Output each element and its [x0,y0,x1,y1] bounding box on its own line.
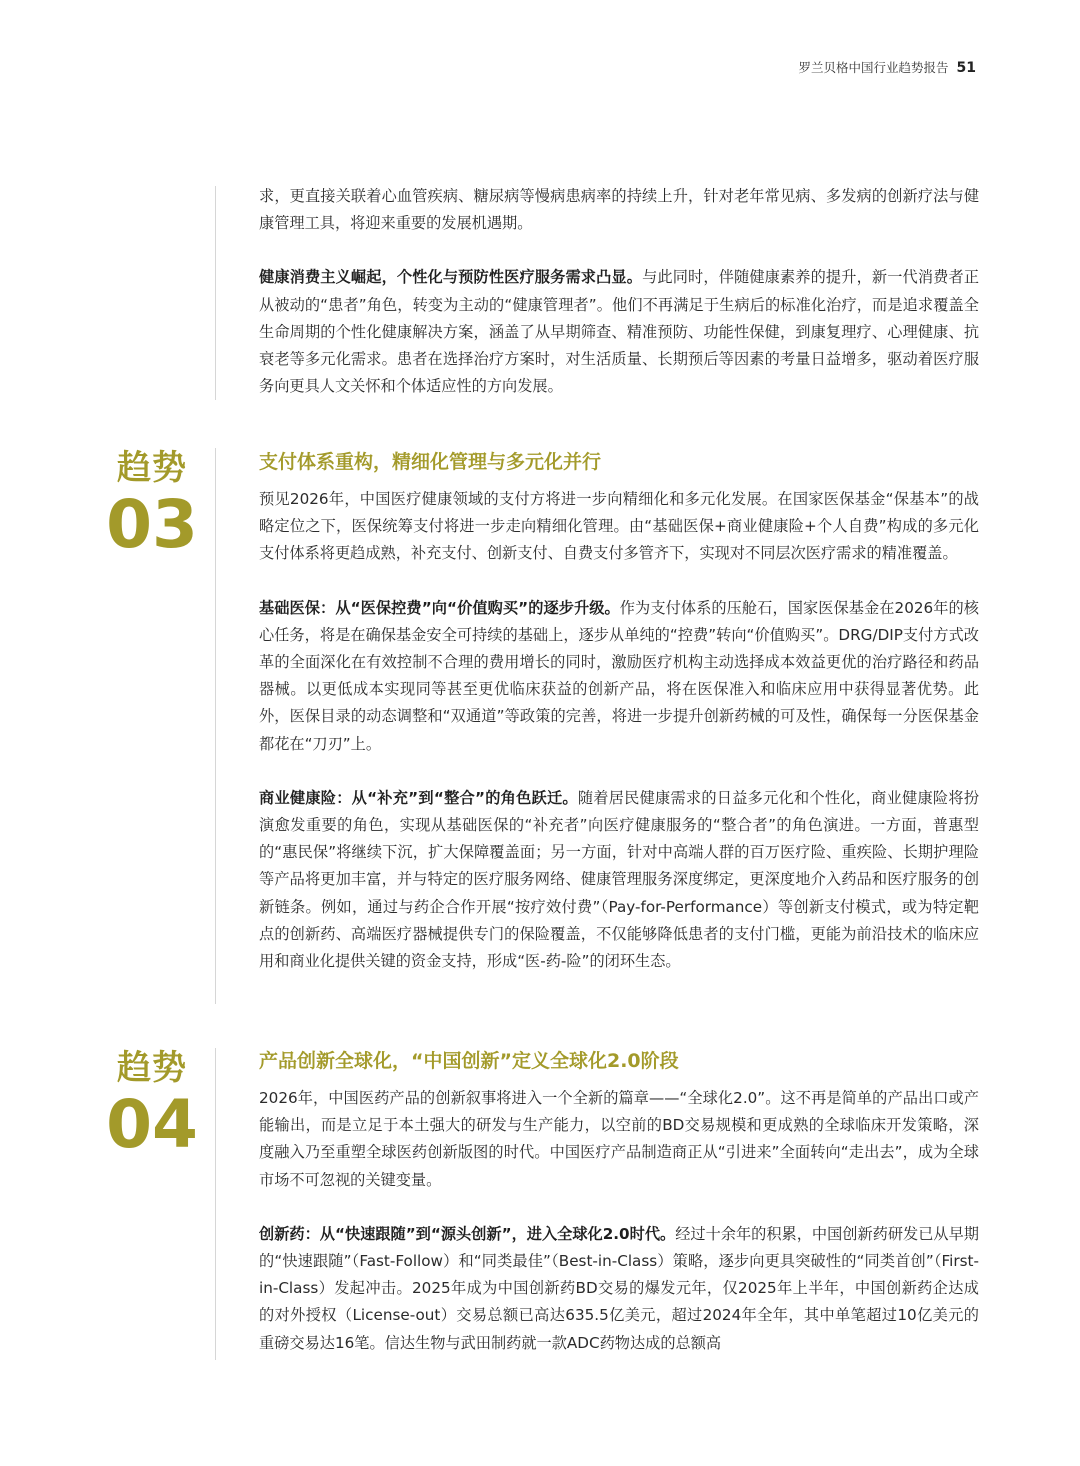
intro-paragraph-2-lead: 健康消费主义崛起，个性化与预防性医疗服务需求凸显。 [259,268,643,287]
trend-04-title: 产品创新全球化，“中国创新”定义全球化2.0阶段 [259,1050,679,1072]
trend-03-section [259,448,979,975]
trend-03-paragraph-2-body: 作为支付体系的压舱石，国家医保基金在2026年的核心任务，将是在确保基金安全可持续的基础上，逐步从单纯的“控费”转向“价值购买”。DRG/DIP支付方式改革的全面深化在有效控制不合理的费用增长的同时，激励医疗机构主动选择成本效益更优的治疗路径和药品器械。以更低成本实现同等甚至更优临床获益的创新产品，将在医保准入和临床应用中获得显著优势。此外，医保目录的动态调整和“双通道”等政策的完善，将进一步提升创新药械的可及性，确保每一分医保基金都花在“刀刃”上。 [259,598,979,753]
divider-rule-trend04 [215,1048,216,1360]
divider-rule-trend03 [215,448,216,1004]
trend-03-paragraph-3-lead: 商业健康险：从“补充”到“整合”的角色跃迁。 [259,788,578,807]
trend-03-label [104,448,200,563]
trend-03-paragraph-1: 预见2026年，中国医疗健康领域的支付方将进一步向精细化和多元化发展。在国家医保基金“保基本”的战略定位之下，医保统筹支付将进一步走向精细化管理。由“基础医保+商业健康险+个人自费”构成的多元化支付体系将更趋成熟，补充支付、创新支付、自费支付多管齐下，实现对不同层次医疗需求的精准覆盖。 [259,490,979,563]
trend-04-word: 趋势 [117,1048,187,1088]
trend-04-paragraph-2 [259,1221,979,1357]
trend-03-word: 趋势 [117,448,187,488]
trend-03-paragraph-2 [259,595,979,758]
trend-04-section [259,1047,979,1357]
intro-paragraph-1: 求，更直接关联着心血管疾病、糖尿病等慢病患病率的持续上升，针对老年常见病、多发病的创新疗法与健康管理工具，将迎来重要的发展机遇期。 [259,187,979,233]
trend-03-paragraph-3-body: 随着居民健康需求的日益多元化和个性化，商业健康险将扮演愈发重要的角色，实现从基础医保的“补充者”向医疗健康服务的“整合者”的角色演进。一方面，普惠型的“惠民保”将继续下沉，扩大保障覆盖面；另一方面，针对中高端人群的百万医疗险、重疾险、长期护理险等产品将更加丰富，并与特定的医疗服务网络、健康管理服务深度绑定，更深度地介入药品和医疗服务的创新链条。例如，通过与药企合作开展“按疗效付费”（Pay-for-Performance）等创新支付模式，或为特定靶点的创新药、高端医疗器械提供专门的保险覆盖，不仅能够降低患者的支付门槛，更能为前沿技术的临床应用和商业化提供关键的资金支持，形成“医-药-险”的闭环生态。 [259,788,980,971]
trend-04-number: 04 [106,1086,198,1163]
trend-03-paragraph-2-lead: 基础医保：从“医保控费”向“价值购买”的逐步升级。 [259,598,620,617]
trend-03-paragraph-3 [259,785,979,975]
trend-04-paragraph-2-lead: 创新药：从“快速跟随”到“源头创新”，进入全球化2.0时代。 [259,1224,676,1243]
report-title: 罗兰贝格中国行业趋势报告 [798,60,949,75]
trend-03-title: 支付体系重构，精细化管理与多元化并行 [259,451,602,473]
trend-04-paragraph-1: 2026年，中国医药产品的创新叙事将进入一个全新的篇章——“全球化2.0”。这不再是简单的产品出口或产能输出，而是立足于本土强大的研发与生产能力，以空前的BD交易规模和更成熟的全球临床开发策略，深度融入乃至重塑全球医药创新版图的时代。中国医疗产品制造商正从“引进来”全面转向“走出去”，成为全球市场不可忽视的关键变量。 [259,1089,979,1189]
intro-section [259,183,979,400]
page-number: 51 [956,60,976,76]
divider-rule-intro [215,186,216,400]
intro-paragraph-2-body: 与此同时，伴随健康素养的提升，新一代消费者正从被动的“患者”角色，转变为主动的“健康管理者”。他们不再满足于生病后的标准化治疗，而是追求覆盖全生命周期的个性化健康解决方案，涵盖了从早期筛查、精准预防、功能性保健，到康复理疗、心理健康、抗衰老等多元化需求。患者在选择治疗方案时，对生活质量、长期预后等因素的考量日益增多，驱动着医疗服务向更具人文关怀和个体适应性的方向发展。 [259,268,980,396]
trend-04-paragraph-2-body: 经过十余年的积累，中国创新药研发已从早期的“快速跟随”（Fast-Follow）和“同类最佳”（Best-in-Class）策略，逐步向更具突破性的“同类首创”（First-in-Class）发起冲击。2025年成为中国创新药BD交易的爆发元年，仅2025年上半年，中国创新药企达成的对外授权（License-out）交易总额已高达635.5亿美元，超过2024年全年，其中单笔超过10亿美元的重磅交易达16笔。信达生物与武田制药就一款ADC药物达成的总额高 [259,1224,979,1352]
trend-03-number: 03 [106,486,198,563]
page-header [799,58,977,76]
trend-04-label [104,1048,200,1163]
intro-paragraph-2 [259,264,979,400]
